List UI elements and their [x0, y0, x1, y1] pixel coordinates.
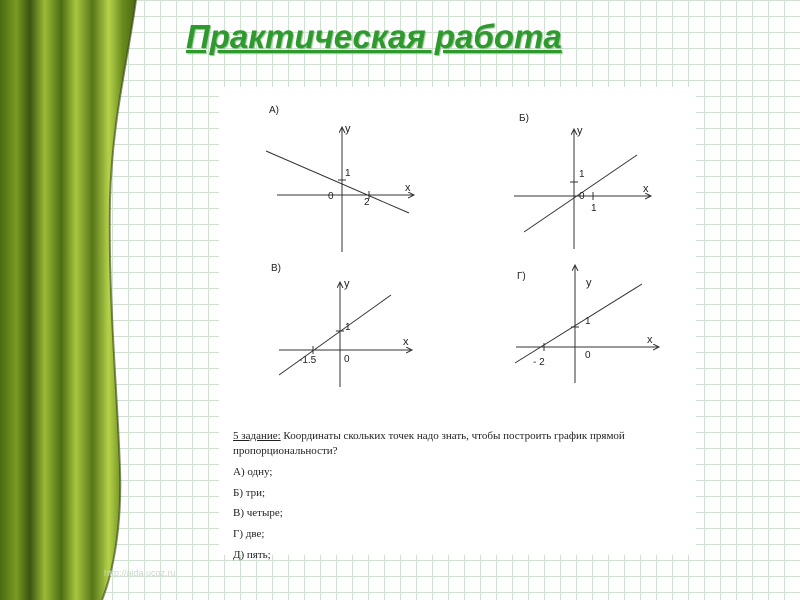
- graph-b-origin: 0: [579, 191, 585, 202]
- graph-a-y-name: у: [345, 123, 351, 135]
- graph-b: [514, 113, 651, 249]
- graph-g-tick-label-y: 1: [585, 316, 591, 327]
- graph-a-line: [266, 151, 409, 213]
- answer-option-g: Г) две;: [233, 528, 265, 541]
- graph-g: [515, 265, 659, 383]
- graph-a-origin: 0: [328, 191, 334, 202]
- graph-b-tick-label-y: 1: [579, 169, 585, 180]
- worksheet: [219, 87, 696, 562]
- graph-b-x-name: х: [643, 183, 649, 195]
- graph-a-tick-label-y: 1: [345, 168, 351, 179]
- slide-title: Практическая работа: [186, 18, 562, 55]
- task-prefix: 5 задание:: [233, 430, 281, 442]
- graph-a-tick-label-x: 2: [364, 197, 370, 208]
- graph-a-x-name: х: [405, 182, 411, 194]
- graph-g-tick-label-x: - 2: [533, 357, 545, 368]
- graph-v-tick-label-x: -1.5: [299, 355, 317, 366]
- graph-v-tick-label-y: 1: [345, 322, 351, 333]
- graph-v-label: В): [271, 263, 281, 274]
- graphs-figure: [219, 87, 696, 427]
- graph-g-line: [515, 284, 642, 363]
- task-question-text: Координаты скольких точек надо знать, чтобы построить график прямой пропорциональности?: [233, 430, 625, 457]
- graph-g-label: Г): [517, 271, 526, 282]
- graph-v-x-name: х: [403, 336, 409, 348]
- task-question: [233, 429, 688, 459]
- graph-a: [266, 105, 414, 252]
- graph-g-y-name: у: [586, 277, 592, 289]
- graph-b-label: Б): [519, 113, 529, 124]
- answer-option-b: Б) три;: [233, 486, 266, 499]
- answer-option-v: В) четыре;: [233, 507, 283, 520]
- graph-b-y-name: у: [577, 125, 583, 137]
- graph-v: [271, 263, 412, 387]
- graph-b-tick-label-x: 1: [591, 203, 597, 214]
- graph-v-line: [279, 295, 391, 375]
- graph-v-y-name: у: [344, 278, 350, 290]
- graph-a-label: А): [269, 105, 279, 116]
- answer-option-a: А) одну;: [233, 465, 273, 478]
- answer-option-d: Д) пять;: [233, 549, 271, 562]
- watermark-url: http://aida.ucoz.ru: [104, 568, 176, 578]
- curtain-decoration: [0, 0, 150, 600]
- graph-g-x-name: х: [647, 334, 653, 346]
- task-block: [233, 429, 688, 569]
- graph-g-origin: 0: [585, 350, 591, 361]
- graph-v-origin: 0: [344, 354, 350, 365]
